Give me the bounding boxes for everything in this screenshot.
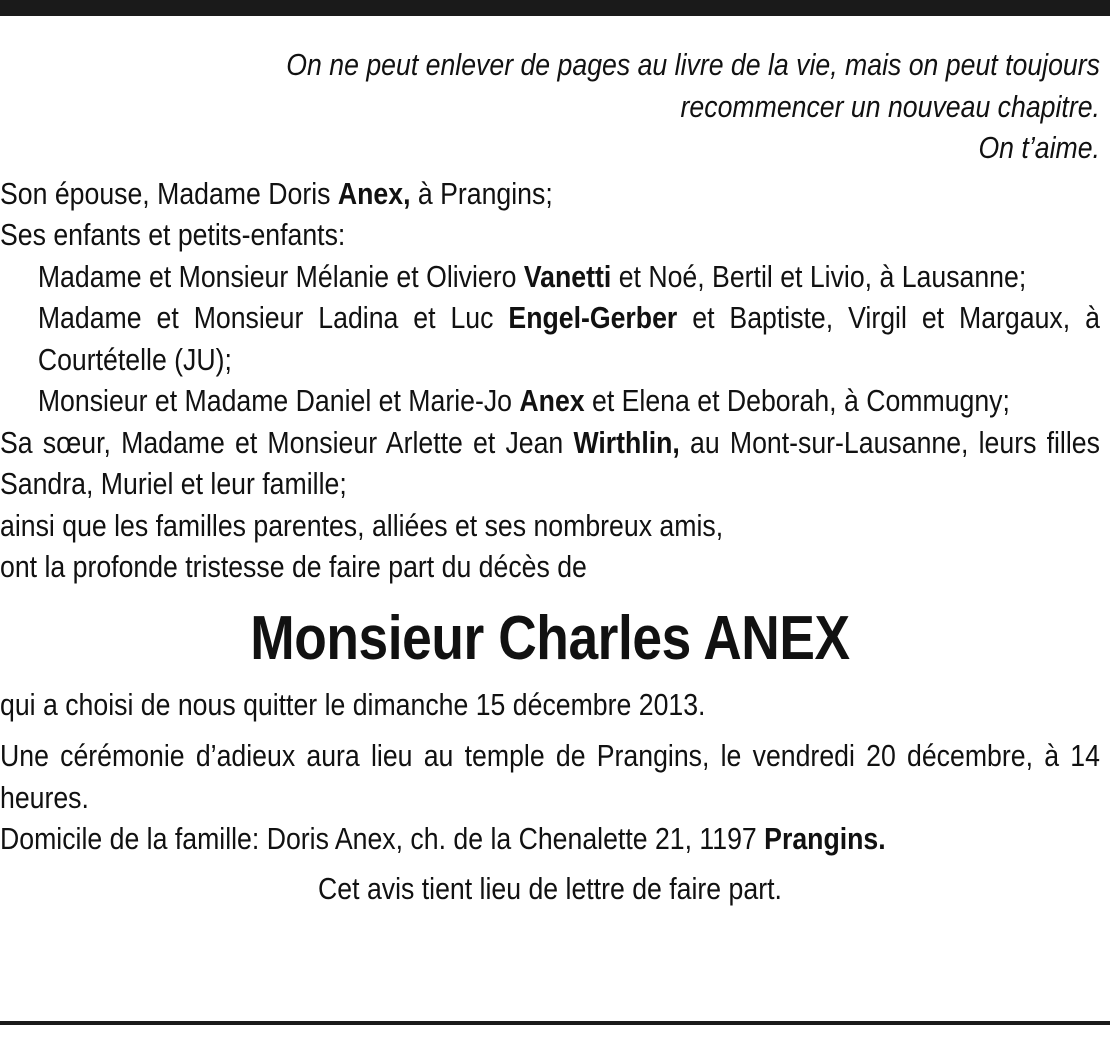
announce-line: ont la profonde tristesse de faire part du décès de	[0, 549, 587, 584]
bottom-rule	[0, 1021, 1110, 1025]
town-name: Prangins.	[764, 821, 886, 856]
deceased-name: Monsieur Charles ANEX	[250, 603, 850, 673]
family-name: Vanetti	[523, 258, 612, 294]
children-intro: Ses enfants et petits-enfants:	[0, 217, 346, 252]
family-name: Engel-Gerber	[508, 300, 678, 335]
child-family-line: Monsieur et Madame Daniel et Marie-Jo Anex et Elena et Deborah, à Commugny;	[37, 383, 1010, 418]
family-name: Anex,	[337, 175, 411, 211]
sister-line: Sa sœur, Madame et Monsieur Arlette et Jean Wirthlin, au Mont-sur-Lausanne, leurs filles Sandra, Muriel et leur famille;	[0, 424, 1100, 501]
others-line: ainsi que les familles parentes, alliées et ses nombreux amis,	[0, 507, 724, 543]
child-family-line: Madame et Monsieur Mélanie et Oliviero Vanetti et Noé, Bertil et Livio, à Lausanne;	[37, 258, 1027, 294]
epigraph-quote	[0, 44, 1100, 169]
spouse-line: Son épouse, Madame Doris Anex, à Prangins;	[0, 175, 553, 211]
family-name: Anex	[519, 383, 585, 418]
closing-line: Cet avis tient lieu de lettre de faire part.	[318, 870, 782, 906]
quote-line: On t’aime.	[978, 130, 1100, 165]
notice-content	[0, 44, 1100, 909]
death-line: qui a choisi de nous quitter le dimanche 15 décembre 2013.	[0, 686, 706, 722]
top-rule	[0, 0, 1110, 16]
quote-line: recommencer un nouveau chapitre.	[680, 88, 1100, 124]
family-name: Wirthlin,	[573, 424, 680, 460]
child-family-line: Madame et Monsieur Ladina et Luc Engel-Gerber et Baptiste, Virgil et Margaux, à Courtételle (JU);	[37, 300, 1100, 377]
quote-line: On ne peut enlever de pages au livre de la vie, mais on peut toujours	[286, 47, 1100, 82]
domicile-line: Domicile de la famille: Doris Anex, ch. de la Chenalette 21, 1197 Prangins.	[0, 821, 886, 856]
ceremony-line: Une cérémonie d’adieux aura lieu au temple de Prangins, le vendredi 20 décembre, à 14 heures.	[0, 738, 1100, 815]
